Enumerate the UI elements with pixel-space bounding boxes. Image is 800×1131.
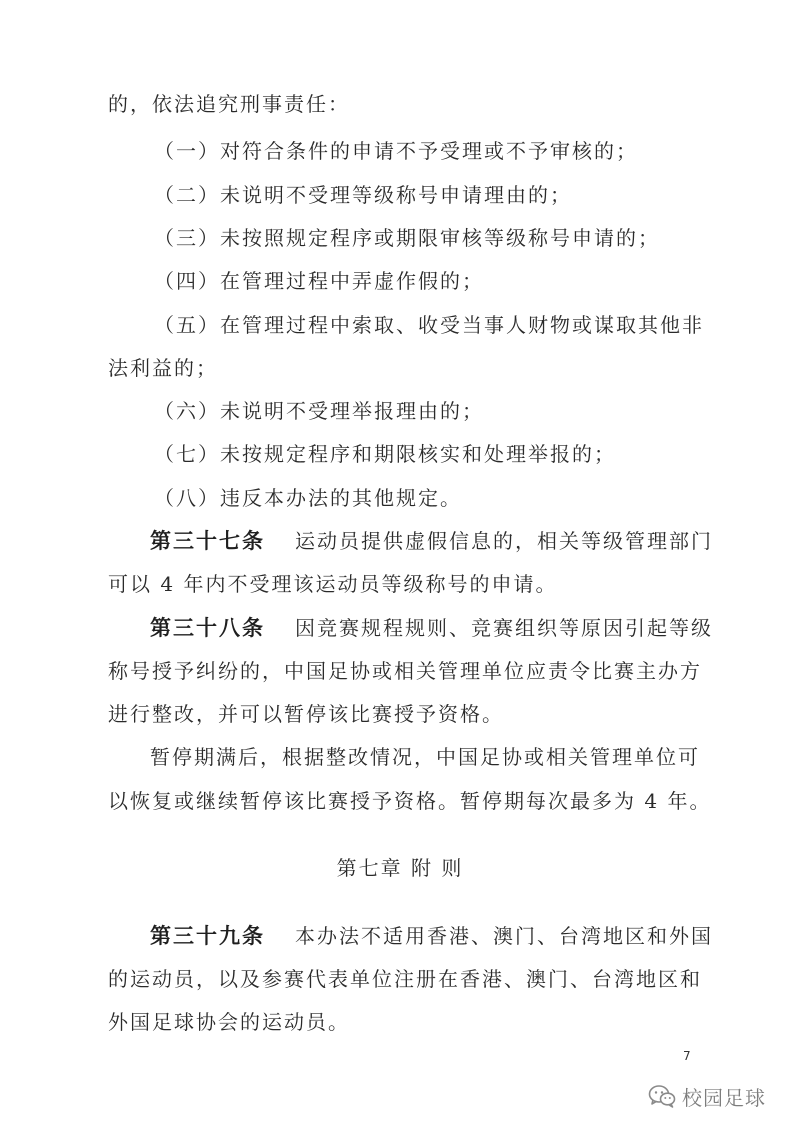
line-text: 本办法不适用香港、澳门、台湾地区和外国	[295, 924, 713, 948]
text-line	[108, 694, 504, 734]
article-heading: 第三十八条	[150, 616, 265, 640]
text-line	[108, 564, 557, 604]
text-line	[108, 84, 350, 124]
article-37	[150, 521, 713, 561]
article-heading: 第三十九条	[150, 924, 265, 948]
list-item	[154, 175, 572, 215]
text-line	[108, 1002, 350, 1042]
wechat-icon	[648, 1084, 676, 1108]
watermark	[648, 1078, 766, 1114]
line-text: 的，依法追究刑事责任：	[108, 92, 350, 116]
line-text: （四）在管理过程中弄虚作假的；	[154, 269, 484, 293]
line-text: 暂停期满后，根据整改情况，中国足协或相关管理单位可	[150, 745, 700, 769]
line-text: （六）未说明不受理举报理由的；	[154, 399, 484, 423]
watermark-label: 校园足球	[682, 1085, 766, 1110]
text-line	[108, 348, 218, 388]
line-text: 的运动员，以及参赛代表单位注册在香港、澳门、台湾地区和	[108, 967, 702, 991]
list-item	[154, 305, 704, 345]
chapter-title: 第七章 附 则	[336, 856, 464, 880]
text-line	[108, 781, 711, 821]
line-text: 外国足球协会的运动员。	[108, 1010, 350, 1034]
list-item	[154, 478, 462, 518]
list-item	[154, 131, 638, 171]
line-text: 称号授予纠纷的，中国足协或相关管理单位应责令比赛主办方	[108, 659, 702, 683]
line-text: （三）未按照规定程序或期限审核等级称号申请的；	[154, 226, 660, 250]
list-item	[154, 434, 616, 474]
text-line	[150, 737, 700, 777]
line-text: （二）未说明不受理等级称号申请理由的；	[154, 183, 572, 207]
text-line	[108, 651, 702, 691]
line-text: 因竞赛规程规则、竞赛组织等原因引起等级	[295, 616, 713, 640]
line-text: 运动员提供虚假信息的，相关等级管理部门	[295, 529, 713, 553]
line-text: （七）未按规定程序和期限核实和处理举报的；	[154, 442, 616, 466]
line-text: 进行整改，并可以暂停该比赛授予资格。	[108, 702, 504, 726]
list-item	[154, 391, 484, 431]
list-item	[154, 218, 660, 258]
line-text: （八）违反本办法的其他规定。	[154, 486, 462, 510]
article-heading: 第三十七条	[150, 529, 265, 553]
article-38	[150, 608, 713, 648]
line-text: （五）在管理过程中索取、收受当事人财物或谋取其他非	[154, 313, 704, 337]
line-text: 可以 4 年内不受理该运动员等级称号的申请。	[108, 572, 558, 596]
text-line	[108, 959, 702, 999]
line-text: 以恢复或继续暂停该比赛授予资格。暂停期每次最多为 4 年。	[108, 789, 712, 813]
article-39	[150, 916, 713, 956]
line-text: （一）对符合条件的申请不予受理或不予审核的；	[154, 139, 638, 163]
list-item	[154, 261, 484, 301]
line-text: 法利益的；	[108, 356, 218, 380]
page-number: 7	[683, 1049, 691, 1063]
